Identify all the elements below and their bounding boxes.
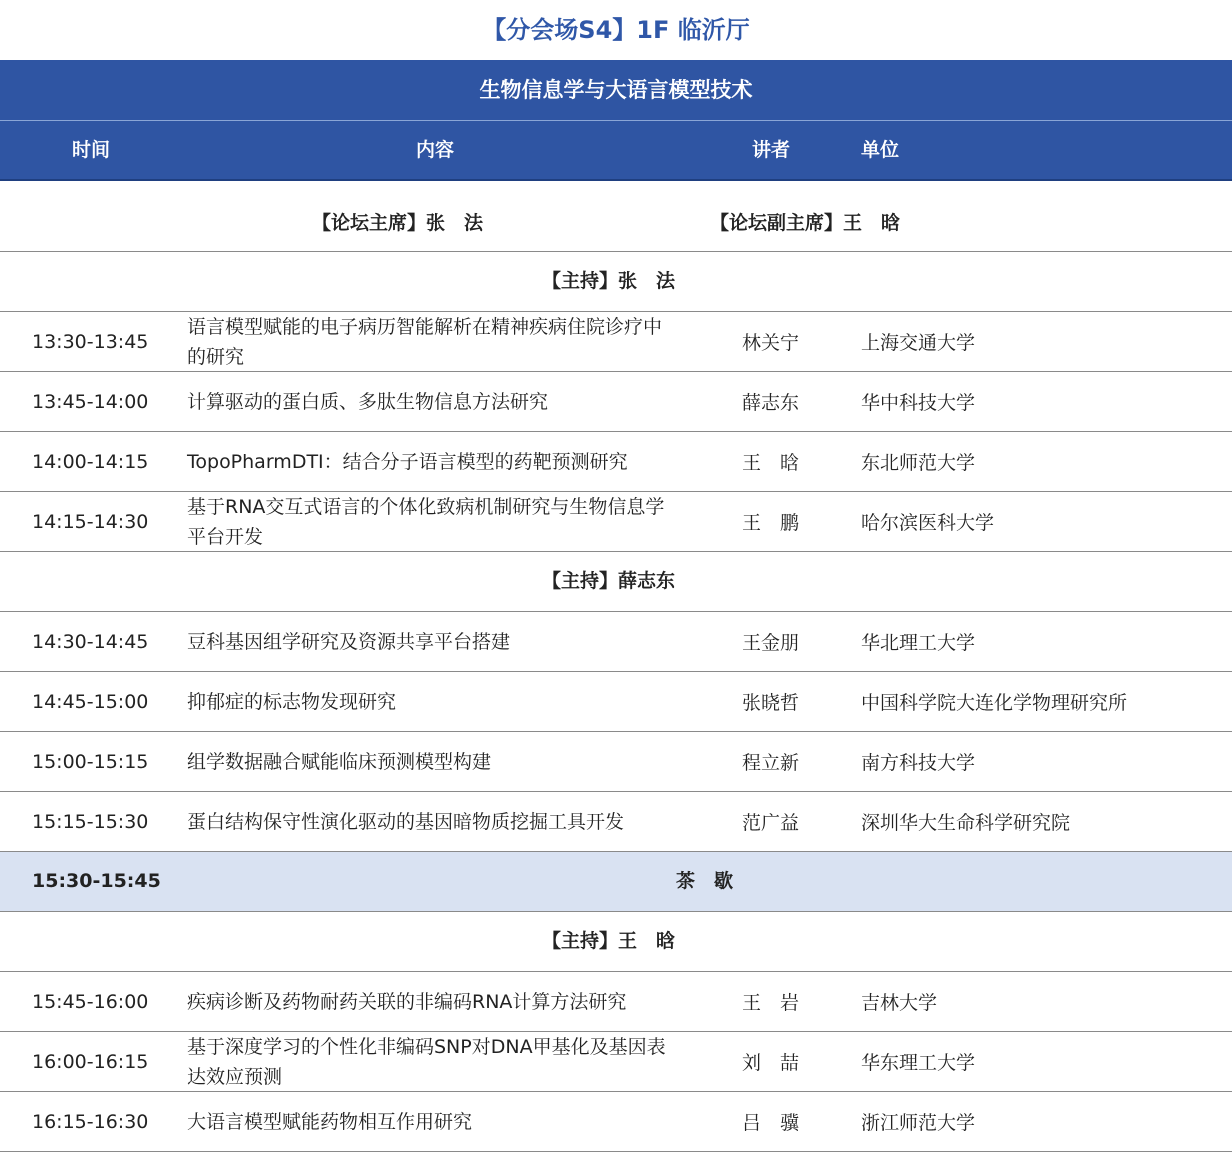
time-cell: 16:00-16:15 [32,1050,149,1073]
time-cell: 16:15-16:30 [32,1110,149,1133]
chairs-row [0,181,1232,252]
unit-cell: 浙江师范大学 [861,1112,976,1134]
time-cell: 14:15-14:30 [32,510,149,533]
table-row [0,372,1232,432]
host-row [0,552,1232,612]
table-row [0,672,1232,732]
table-row [0,432,1232,492]
break-time: 15:30-15:45 [32,870,161,892]
break-label: 茶 歇 [676,870,734,892]
host-row [0,912,1232,972]
speaker-cell: 林关宁 [742,332,800,354]
unit-cell: 华中科技大学 [861,392,976,414]
speaker-cell: 刘 喆 [742,1052,800,1074]
schedule-block-2 [0,612,1232,852]
time-cell: 14:00-14:15 [32,450,149,473]
speaker-cell: 王 岩 [742,992,800,1014]
host-label: 【主持】张 法 [542,270,676,292]
table-row [0,1092,1232,1152]
unit-cell: 深圳华大生命科学研究院 [861,812,1071,834]
topic-cell: 计算驱动的蛋白质、多肽生物信息方法研究 [187,390,549,413]
session-banner: 生物信息学与大语言模型技术 [0,60,1232,120]
topic-cell: 基于深度学习的个性化非编码SNP对DNA甲基化及基因表达效应预测 [187,1035,666,1088]
schedule-block-3 [0,972,1232,1152]
topic-cell: 疾病诊断及药物耐药关联的非编码RNA计算方法研究 [187,990,627,1013]
column-speaker: 讲者 [752,139,791,161]
time-cell: 15:00-15:15 [32,750,149,773]
time-cell: 15:15-15:30 [32,810,149,833]
column-content: 内容 [416,139,455,161]
topic-cell: 语言模型赋能的电子病历智能解析在精神疾病住院诊疗中的研究 [187,315,663,368]
table-header [0,120,1232,181]
unit-cell: 中国科学院大连化学物理研究所 [861,692,1128,714]
unit-cell: 南方科技大学 [861,752,976,774]
unit-cell: 华北理工大学 [861,632,976,654]
page-title: 【分会场S4】1F 临沂厅 [482,16,750,44]
speaker-cell: 程立新 [742,752,800,774]
column-time: 时间 [72,139,111,161]
topic-cell: 蛋白结构保守性演化驱动的基因暗物质挖掘工具开发 [187,810,625,833]
topic-cell: TopoPharmDTI：结合分子语言模型的药靶预测研究 [187,450,628,473]
forum-vice-chair: 【论坛副主席】王 晗 [710,212,901,234]
schedule-block-1 [0,312,1232,552]
time-cell: 13:30-13:45 [32,330,149,353]
speaker-cell: 张晓哲 [742,692,800,714]
time-cell: 14:30-14:45 [32,630,149,653]
unit-cell: 上海交通大学 [861,332,976,354]
host-label: 【主持】王 晗 [542,930,676,952]
unit-cell: 吉林大学 [861,992,938,1014]
table-row [0,1032,1232,1092]
speaker-cell: 吕 骥 [742,1112,800,1134]
speaker-cell: 范广益 [742,812,800,834]
tea-break-row [0,852,1232,912]
topic-cell: 基于RNA交互式语言的个体化致病机制研究与生物信息学平台开发 [187,495,665,548]
unit-cell: 哈尔滨医科大学 [861,512,995,534]
table-row [0,612,1232,672]
topic-cell: 大语言模型赋能药物相互作用研究 [187,1110,473,1133]
table-row [0,492,1232,552]
forum-chair: 【论坛主席】张 法 [312,212,484,234]
topic-cell: 组学数据融合赋能临床预测模型构建 [187,750,492,773]
host-row [0,252,1232,312]
topic-cell: 抑郁症的标志物发现研究 [187,690,397,713]
table-row [0,732,1232,792]
speaker-cell: 王 鹏 [742,512,800,534]
speaker-cell: 薛志东 [742,392,800,414]
time-cell: 15:45-16:00 [32,990,149,1013]
unit-cell: 华东理工大学 [861,1052,976,1074]
speaker-cell: 王金朋 [742,632,800,654]
time-cell: 13:45-14:00 [32,390,149,413]
unit-cell: 东北师范大学 [861,452,976,474]
time-cell: 14:45-15:00 [32,690,149,713]
host-label: 【主持】薛志东 [542,570,676,592]
topic-cell: 豆科基因组学研究及资源共享平台搭建 [187,630,511,653]
column-unit: 单位 [861,139,900,161]
table-row [0,792,1232,852]
table-row [0,312,1232,372]
table-row [0,972,1232,1032]
speaker-cell: 王 晗 [742,452,800,474]
